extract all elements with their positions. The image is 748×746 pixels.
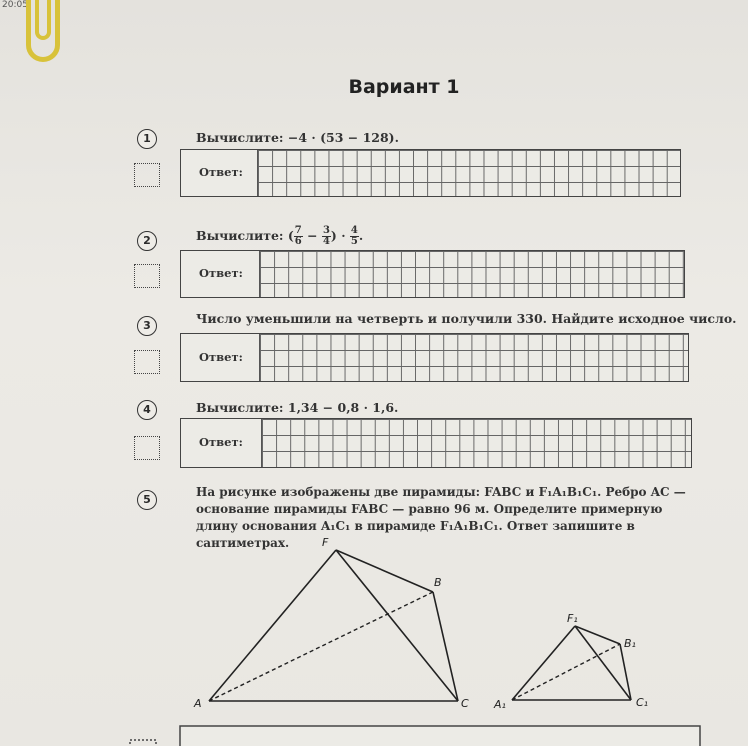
- task-number-1: 1: [137, 129, 157, 149]
- label-A: A: [194, 697, 202, 710]
- answer-label: Ответ:: [199, 350, 243, 364]
- task-5-text: На рисунке изображены две пирамиды: FABC и F₁A₁B₁C₁. Ребро AC — основание пирамиды FABC — равно 96 м. Определите примерную длину основания A₁C₁ в пирамиде F₁A₁B₁C₁. Ответ запишите в сантиметрах.: [196, 485, 686, 550]
- label-B: B: [434, 576, 442, 589]
- task-1-text: Вычислите: −4 · (53 − 128).: [196, 130, 399, 145]
- score-box-5[interactable]: [130, 740, 156, 746]
- task-4-text: Вычислите: 1,34 − 0,8 · 1,6.: [196, 400, 399, 415]
- label-C: C: [461, 697, 469, 710]
- fraction-7-6: $\frac{7}{6}$: [294, 225, 302, 247]
- fraction-4-5: $\frac{4}{5}$: [350, 225, 358, 247]
- task-3-text: Число уменьшили на четверть и получили 330. Найдите исходное число.: [196, 311, 737, 326]
- answer-box-5: [180, 726, 700, 746]
- pyramid-big: [193, 536, 469, 710]
- task-2-text: Вычислите: ( $\frac{7}{6}$ − $\frac{3}{4}$ ) · $\frac{4}{5}$ .: [196, 225, 364, 247]
- label-F: F: [322, 536, 329, 549]
- task-number-2: 2: [137, 231, 157, 251]
- label-F1: F₁: [567, 612, 578, 625]
- answer-grid-4[interactable]: [261, 419, 691, 467]
- label-A1: A₁: [494, 698, 506, 711]
- task-number-3: 3: [137, 316, 157, 336]
- answer-box-3: [180, 333, 689, 382]
- label-C1: C₁: [636, 696, 649, 709]
- pyramids-figure: [0, 530, 748, 746]
- answer-box-1: [180, 149, 681, 197]
- answer-grid-3[interactable]: [259, 334, 688, 381]
- fraction-3-4: $\frac{3}{4}$: [322, 225, 330, 247]
- score-box-4[interactable]: [134, 436, 160, 460]
- score-box-2[interactable]: [134, 264, 160, 288]
- answer-label: Ответ:: [199, 435, 243, 449]
- answer-label: Ответ:: [199, 165, 243, 179]
- label-B1: B₁: [624, 637, 636, 650]
- timestamp: 20:05: [2, 0, 28, 10]
- score-box-1[interactable]: [134, 163, 160, 187]
- task-2-prefix: Вычислите: (: [196, 228, 294, 243]
- task-number-4: 4: [137, 400, 157, 420]
- answer-box-4: [180, 418, 692, 468]
- pyramid-small: [493, 612, 648, 711]
- answer-grid-2[interactable]: [259, 251, 684, 297]
- task-number-5: 5: [137, 490, 157, 510]
- score-box-3[interactable]: [134, 350, 160, 374]
- paper-clip-inner: [35, 0, 51, 40]
- answer-grid-1[interactable]: [257, 150, 680, 196]
- answer-box-2: [180, 250, 685, 298]
- answer-label: Ответ:: [199, 266, 243, 280]
- page-title: Вариант 1: [348, 76, 460, 98]
